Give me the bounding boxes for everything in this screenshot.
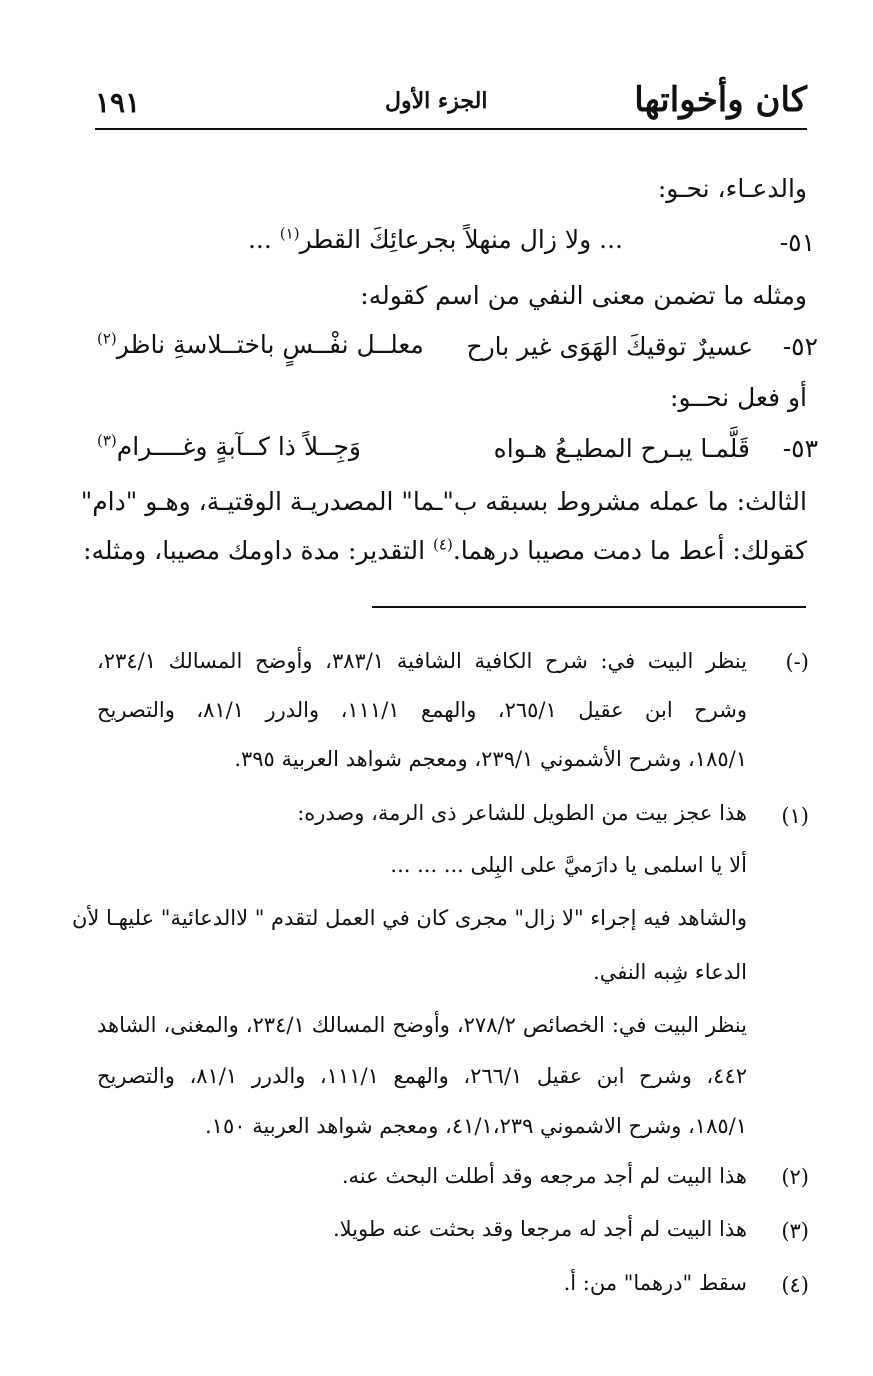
verse-53-first-hemistich: قَلَّمـا يبـرح المطيـعُ هـواه xyxy=(493,434,750,463)
verse-52-second-hemistich: معلــل نفْــسٍ باختــلاسةِ ناظر$^{(٢)}$ xyxy=(97,329,424,359)
footnote-1-line-5: ينظر البيت في: الخصائص ٢٧٨/٢، وأوضح المسالك ٢٣٤/١، والمغنى، الشاهد xyxy=(97,1013,748,1037)
footnote-1-line-1: هذا عجز بيت من الطويل للشاعر ذى الرمة، وصدره: xyxy=(297,801,747,825)
verse-52-first-hemistich: عسيرٌ توقيكَ الهَوَى غير بارح xyxy=(466,332,753,361)
body-line-5: كقولك: أعط ما دمت مصيبا درهما.$^{(٤)}$ التقدير: مدة داومك مصيبا، ومثله: xyxy=(83,535,807,565)
verse-51-text: ... ولا زال منهلاً بجرعائِكَ القطر$^{(١)}$ ... xyxy=(247,224,623,254)
footnote-dash-line-1: ينظر البيت في: شرح الكافية الشافية ٣٨٣/١، وأوضح المسالك ٢٣٤/١، xyxy=(97,649,747,673)
footnote-dash-line-3: ١٨٥/١، وشرح الأشموني ٢٣٩/١، ومعجم شواهد العربية ٣٩٥. xyxy=(234,747,747,771)
footnote-ref-4[interactable]: (٤) xyxy=(433,535,453,554)
verse-51-number: ٥١- xyxy=(779,228,815,257)
part-label: الجزء الأول xyxy=(385,88,488,114)
verse-53-second-hemistich: وَجِــلاً ذا كــآبةٍ وغــــرام$^{(٣)}$ xyxy=(97,431,361,461)
footnote-1-line-3: والشاهد فيه إجراء "لا زال" مجرى كان في العمل لتقدم " لاالدعائية" عليهـا لأن xyxy=(71,906,747,930)
verse-52-number: ٥٢- xyxy=(782,332,818,361)
footnote-1-line-2: ألا يا اسلمى يا دارَميَّ على البِلى ... ... ... xyxy=(390,853,747,877)
body-line-1: والدعـاء، نحـو: xyxy=(657,174,807,203)
footnote-separator xyxy=(372,606,806,608)
body-line-4: الثالث: ما عمله مشروط بسبقه ب"ـما" المصدريـة الوقتيـة، وهـو "دام" xyxy=(80,487,807,516)
verse-53-number: ٥٣- xyxy=(782,434,818,463)
footnote-ref-3[interactable]: (٣) xyxy=(97,431,117,450)
footnote-1-line-6: ٤٤٢، وشرح ابن عقيل ٢٦٦/١، والهمع ١١١/١، والدرر ٨١/١، والتصريح xyxy=(97,1064,748,1088)
chapter-title: كان وأخواتها xyxy=(634,80,807,120)
footnote-ref-2[interactable]: (٢) xyxy=(97,329,117,348)
footnote-3-text: هذا البيت لم أجد له مرجعا وقد بحثت عنه طويلا. xyxy=(332,1217,747,1241)
footnote-1-line-4: الدعاء شِبه النفي. xyxy=(593,960,747,984)
footnote-mark-1: (١) xyxy=(781,804,809,828)
footnote-mark-dash: (-) xyxy=(785,650,809,674)
footnote-mark-2: (٢) xyxy=(781,1165,809,1189)
footnote-dash-line-2: وشرح ابن عقيل ٢٦٥/١، والهمع ١١١/١، والدرر ٨١/١، والتصريح xyxy=(97,698,748,722)
body-line-3: أو فعل نحــو: xyxy=(670,383,807,412)
footnote-ref-1[interactable]: (١) xyxy=(279,224,300,243)
footnote-2-text: هذا البيت لم أجد مرجعه وقد أطلت البحث عنه. xyxy=(341,1164,747,1188)
footnote-mark-3: (٣) xyxy=(781,1219,809,1243)
header-divider xyxy=(95,128,807,130)
body-line-2: ومثله ما تضمن معنى النفي من اسم كقوله: xyxy=(360,281,807,310)
footnote-mark-4: (٤) xyxy=(781,1273,809,1297)
page-number: ١٩١ xyxy=(95,86,141,119)
running-header xyxy=(95,78,807,128)
footnote-4-text: سقط "درهما" من: أ. xyxy=(563,1271,747,1295)
footnote-1-line-7: ١٨٥/١، وشرح الاشموني ٤١/١،٢٣٩، ومعجم شواهد العربية ١٥٠. xyxy=(204,1114,747,1138)
